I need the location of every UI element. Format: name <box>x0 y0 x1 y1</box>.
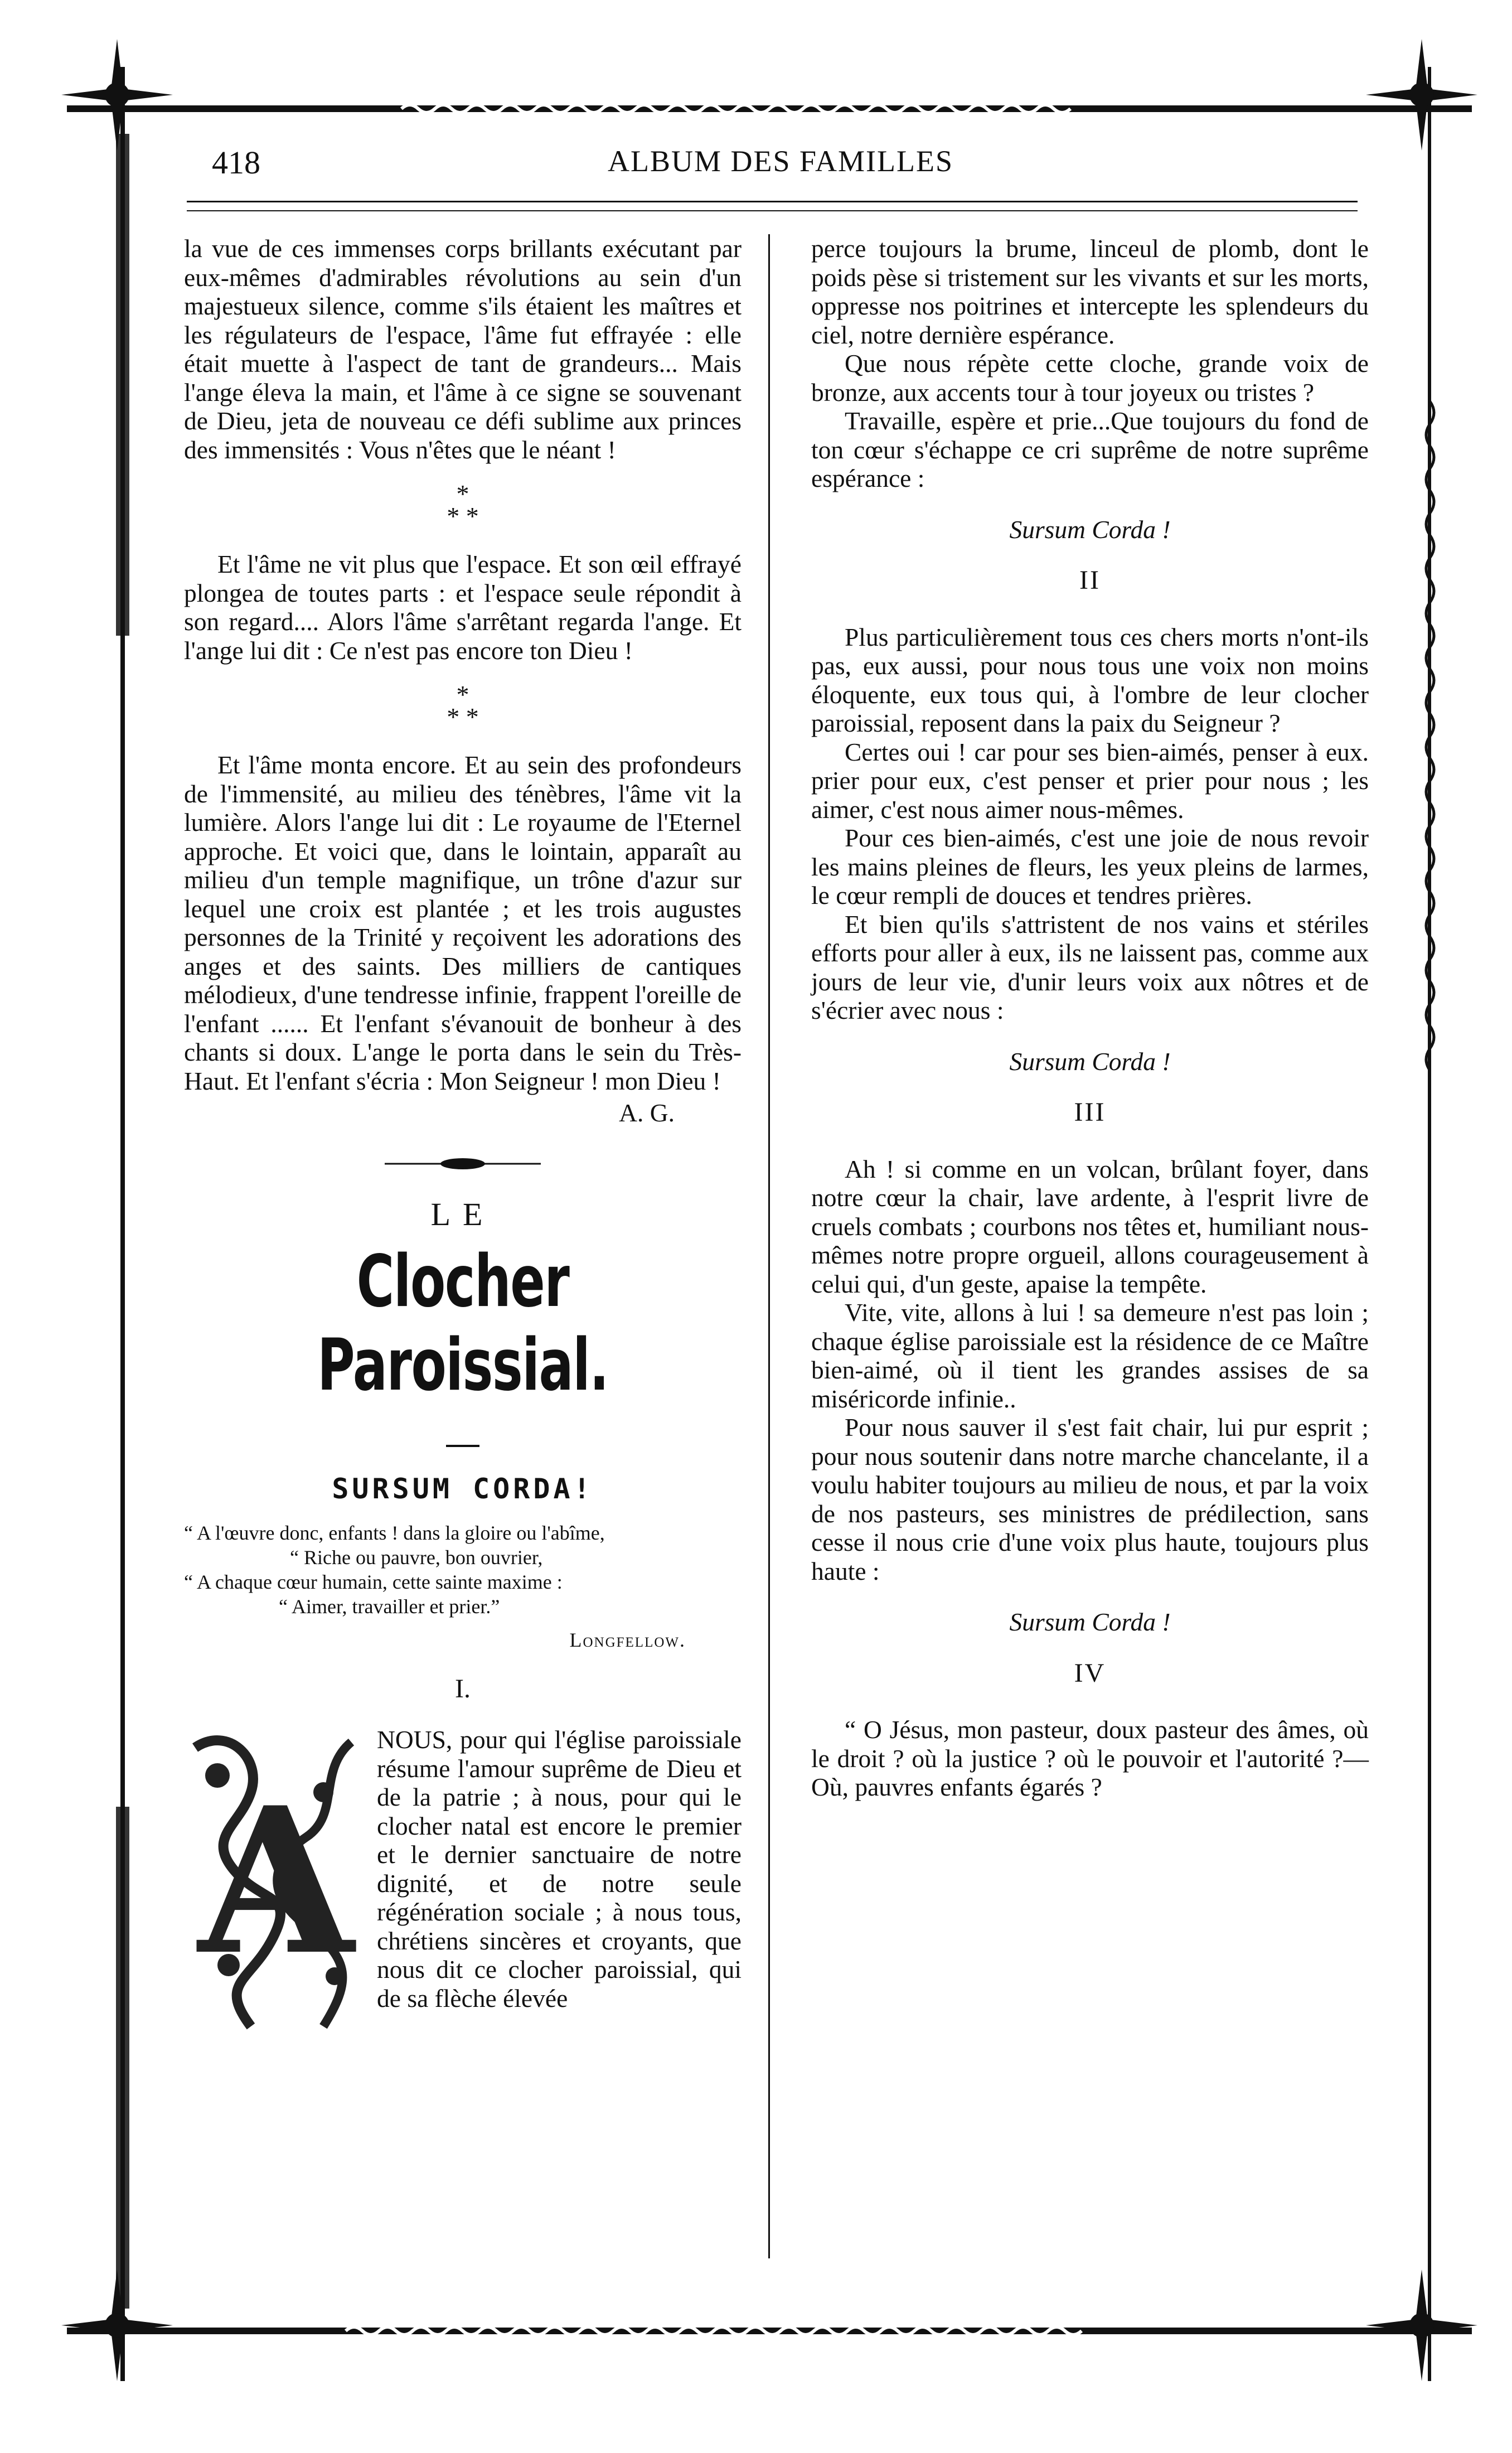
asterism: * * * <box>447 680 479 731</box>
bottom-border-ornament <box>67 2320 1472 2342</box>
article-title: Clocher Paroissial. <box>317 1240 608 1407</box>
right-paragraph-10: Pour nous sauver il s'est fait chair, lui pur esprit ; pour nous soutenir dans notre marche chancelante, il a voulu habiter toujours au milieu de nous, et par la voix de nos pasteurs, ses ministres de prédilection, sans cesse il nous crie d'une voix plus haute, toujours plus haute : <box>811 1413 1369 1585</box>
article-subtitle: SURSUM CORDA! <box>332 1473 594 1505</box>
left-paragraph-4: NOUS, pour qui l'église paroissiale résume l'amour suprême de Dieu et de la patrie ; à nous, pour qui le clocher natal est encore le premier et le dernier sanctuaire de notre dignité, et de notre seule régénération sociale ; à nous tous, chrétiens sincères et croyants, que nous dit ce clocher paroissial, qui de sa flèche élevée <box>377 1725 742 2012</box>
right-paragraph-2: Que nous répète cette cloche, grande voix de bronze, aux accents tour à tour joyeux ou tristes ? <box>811 349 1369 407</box>
right-paragraph-4: Plus particulièrement tous ces chers morts n'ont-ils pas, eux aussi, pour nous tous une voix non moins éloquente, eux tous qui, à l'ombre de leur clocher paroissial, reposent dans la paix du Seigneur ? <box>811 622 1369 737</box>
dropcap-paragraph <box>184 1725 742 2012</box>
right-paragraph-5: Certes oui ! car pour ses bien-aimés, penser à eux. prier pour eux, c'est penser et prier pour nous ; les aimer, c'est nous aimer nous-mêmes. <box>811 737 1369 824</box>
right-border-ornament <box>1419 67 1441 2381</box>
epigraph <box>184 1521 742 1652</box>
right-paragraph-7: Et bien qu'ils s'attristent de nos vains et stériles efforts pour aller à eux, ils ne laissent pas, comme aux jours de leur vie, d'unir leurs voix aux nôtres et de s'écrier avec nous : <box>811 909 1369 1024</box>
left-column <box>184 234 742 2038</box>
right-paragraph-8: Ah ! si comme en un volcan, brûlant foyer, dans notre cœur la chair, lave ardente, à l'esprit livre de cruels combats ; courbons nos têtes et, humiliant nous-mêmes notre propre orgueil, allons courageusement à celui qui, d'un geste, apaise la tempête. <box>811 1154 1369 1298</box>
epigraph-author: Longfellow. <box>569 1628 686 1651</box>
right-paragraph-11: “ O Jésus, mon pasteur, doux pasteur des âmes, où le droit ? où la justice ? où le pouvoir et l'autorité ?—Où, pauvres enfants égarés ? <box>811 1715 1369 1801</box>
epigraph-line: “ A l'œuvre donc, enfants ! dans la gloire ou l'abîme, <box>184 1521 605 1544</box>
decorated-initial-icon <box>184 1725 368 2038</box>
left-paragraph-2: Et l'âme ne vit plus que l'espace. Et son œil effrayé plongea de toutes parts : et l'espace seule répondit à son regard.... Alors l'âme s'arrêtant regarda l'ange. Et l'ange lui dit : Ce n'est pas encore ton Dieu ! <box>184 550 742 665</box>
right-column <box>811 234 1369 1802</box>
signature: A. G. <box>619 1099 675 1127</box>
section-number: II <box>1079 565 1101 595</box>
corner-ornament-icon <box>56 33 178 156</box>
refrain: Sursum Corda ! <box>1009 515 1171 544</box>
header-rule <box>187 201 1358 211</box>
title-dash <box>184 1424 742 1453</box>
left-paragraph-1: la vue de ces immenses corps brillants exécutant par eux-mêmes d'admirables révolutions au sein d'un majestueux silence, comme s'ils étaient les maîtres et les régulateurs de l'espace, l'âme fut effrayée : elle était muette à l'aspect de tant de grandeurs... Mais l'ange éleva la main, et l'âme à ce signe se souvenant de Dieu, jeta de nouveau ce défi sublime aux princes des immensités : Vous n'êtes que le néant ! <box>184 234 742 464</box>
right-paragraph-9: Vite, vite, allons à lui ! sa demeure n'est pas loin ; chaque église paroissiale est la résidence de ce Maître bien-aimé, où il tient les grandes assises de sa miséricorde infinie.. <box>811 1298 1369 1413</box>
right-paragraph-3: Travaille, espère et prie...Que toujours du fond de ton cœur s'échappe ce cri suprême de notre suprême espérance : <box>811 407 1369 492</box>
epigraph-line: “ A chaque cœur humain, cette sainte maxime : <box>184 1570 563 1593</box>
epigraph-line: “ Aimer, travailler et prier.” <box>279 1595 500 1618</box>
left-paragraph-3: Et l'âme monta encore. Et au sein des profondeurs de l'immensité, au milieu des ténèbres, l'âme vit la lumière. Alors l'ange lui dit : Le royaume de l'Eternel approche. Et voici que, dans le lointain, apparaît au milieu d'un temple magnifique, un trône d'azur sur lequel une croix est plantée ; et les trois augustes personnes de la Trinité y reçoivent les adorations des anges et des saints. Des milliers de cantiques mélodieux, d'une tendresse infinie, frappent l'oreille de l'enfant ...... Et l'enfant s'évanouit de bonheur à des chants si doux. L'ange le porta dans le sein du Très-Haut. Et l'enfant s'écria : Mon Seigneur ! mon Dieu ! <box>184 751 742 1095</box>
section-number: IV <box>1074 1658 1106 1688</box>
dropcap-letter: A <box>198 1763 354 2000</box>
title-article: LE <box>430 1196 495 1232</box>
left-border-ornament <box>112 67 134 2381</box>
section-ornament-icon <box>184 1155 742 1172</box>
asterism: * * * <box>447 480 479 530</box>
top-border-ornament <box>67 98 1472 120</box>
running-head: ALBUM DES FAMILLES <box>607 144 954 178</box>
refrain: Sursum Corda ! <box>1009 1047 1171 1076</box>
page-number: 418 <box>212 144 260 181</box>
refrain: Sursum Corda ! <box>1009 1608 1171 1636</box>
column-divider <box>768 234 770 2258</box>
epigraph-line: “ Riche ou pauvre, bon ouvrier, <box>290 1546 543 1569</box>
right-paragraph-6: Pour ces bien-aimés, c'est une joie de nous revoir les mains pleines de fleurs, les yeux pleins de larmes, le cœur rempli de douces et tendres prières. <box>811 824 1369 909</box>
corner-ornament-icon <box>1360 33 1483 156</box>
section-number: III <box>1074 1097 1106 1127</box>
corner-ornament-icon <box>1360 2264 1483 2387</box>
corner-ornament-icon <box>56 2264 178 2387</box>
right-paragraph-1: perce toujours la brume, linceul de plomb, dont le poids pèse si tristement sur les vivants et sur les morts, oppresse nos poitrines et intercepte les splendeurs du ciel, notre dernière espérance. <box>811 234 1369 349</box>
section-number: I. <box>455 1673 471 1704</box>
